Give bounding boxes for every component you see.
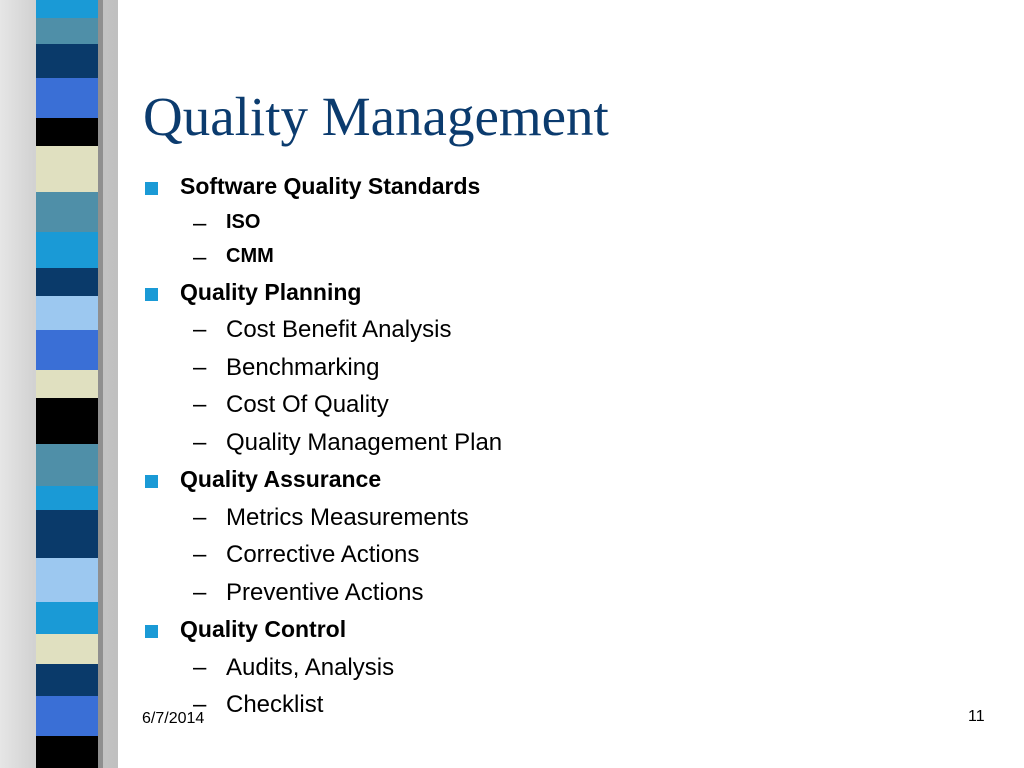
slide-number: 11 (968, 708, 985, 725)
list-item-preventive-actions: Preventive Actions (226, 579, 424, 606)
dash-bullet-icon: – (193, 210, 207, 237)
square-bullet-icon (145, 625, 158, 638)
footer-date: 6/7/2014 (142, 710, 205, 727)
decorative-stripe-bar (0, 0, 118, 768)
square-bullet-icon (145, 288, 158, 301)
list-item-corrective-actions: Corrective Actions (226, 541, 420, 568)
square-bullet-icon (145, 182, 158, 195)
dash-bullet-icon: – (193, 354, 207, 381)
list-item-iso: ISO (226, 211, 261, 233)
dash-bullet-icon: – (193, 429, 207, 456)
dash-bullet-icon: – (193, 654, 207, 681)
dash-bullet-icon: – (193, 541, 207, 568)
list-item-cost-benefit-analysis: Cost Benefit Analysis (226, 316, 452, 343)
list-heading-software-quality-standards: Software Quality Standards (180, 173, 481, 199)
list-item-quality-management-plan: Quality Management Plan (226, 429, 503, 456)
dash-bullet-icon: – (193, 504, 207, 531)
dash-bullet-icon: – (193, 691, 207, 718)
list-heading-quality-planning: Quality Planning (180, 279, 362, 305)
list-item-cost-of-quality: Cost Of Quality (226, 391, 389, 418)
list-item-audits-analysis: Audits, Analysis (226, 654, 395, 681)
list-heading-quality-control: Quality Control (180, 616, 347, 642)
list-item-benchmarking: Benchmarking (226, 354, 380, 381)
dash-bullet-icon: – (193, 244, 207, 271)
list-item-metrics-measurements: Metrics Measurements (226, 504, 469, 531)
dash-bullet-icon: – (193, 579, 207, 606)
slide-title: Quality Management (143, 86, 609, 147)
dash-bullet-icon: – (193, 391, 207, 418)
dash-bullet-icon: – (193, 316, 207, 343)
list-heading-quality-assurance: Quality Assurance (180, 466, 382, 492)
list-item-checklist: Checklist (226, 691, 324, 718)
list-item-cmm: CMM (226, 245, 274, 267)
square-bullet-icon (145, 475, 158, 488)
